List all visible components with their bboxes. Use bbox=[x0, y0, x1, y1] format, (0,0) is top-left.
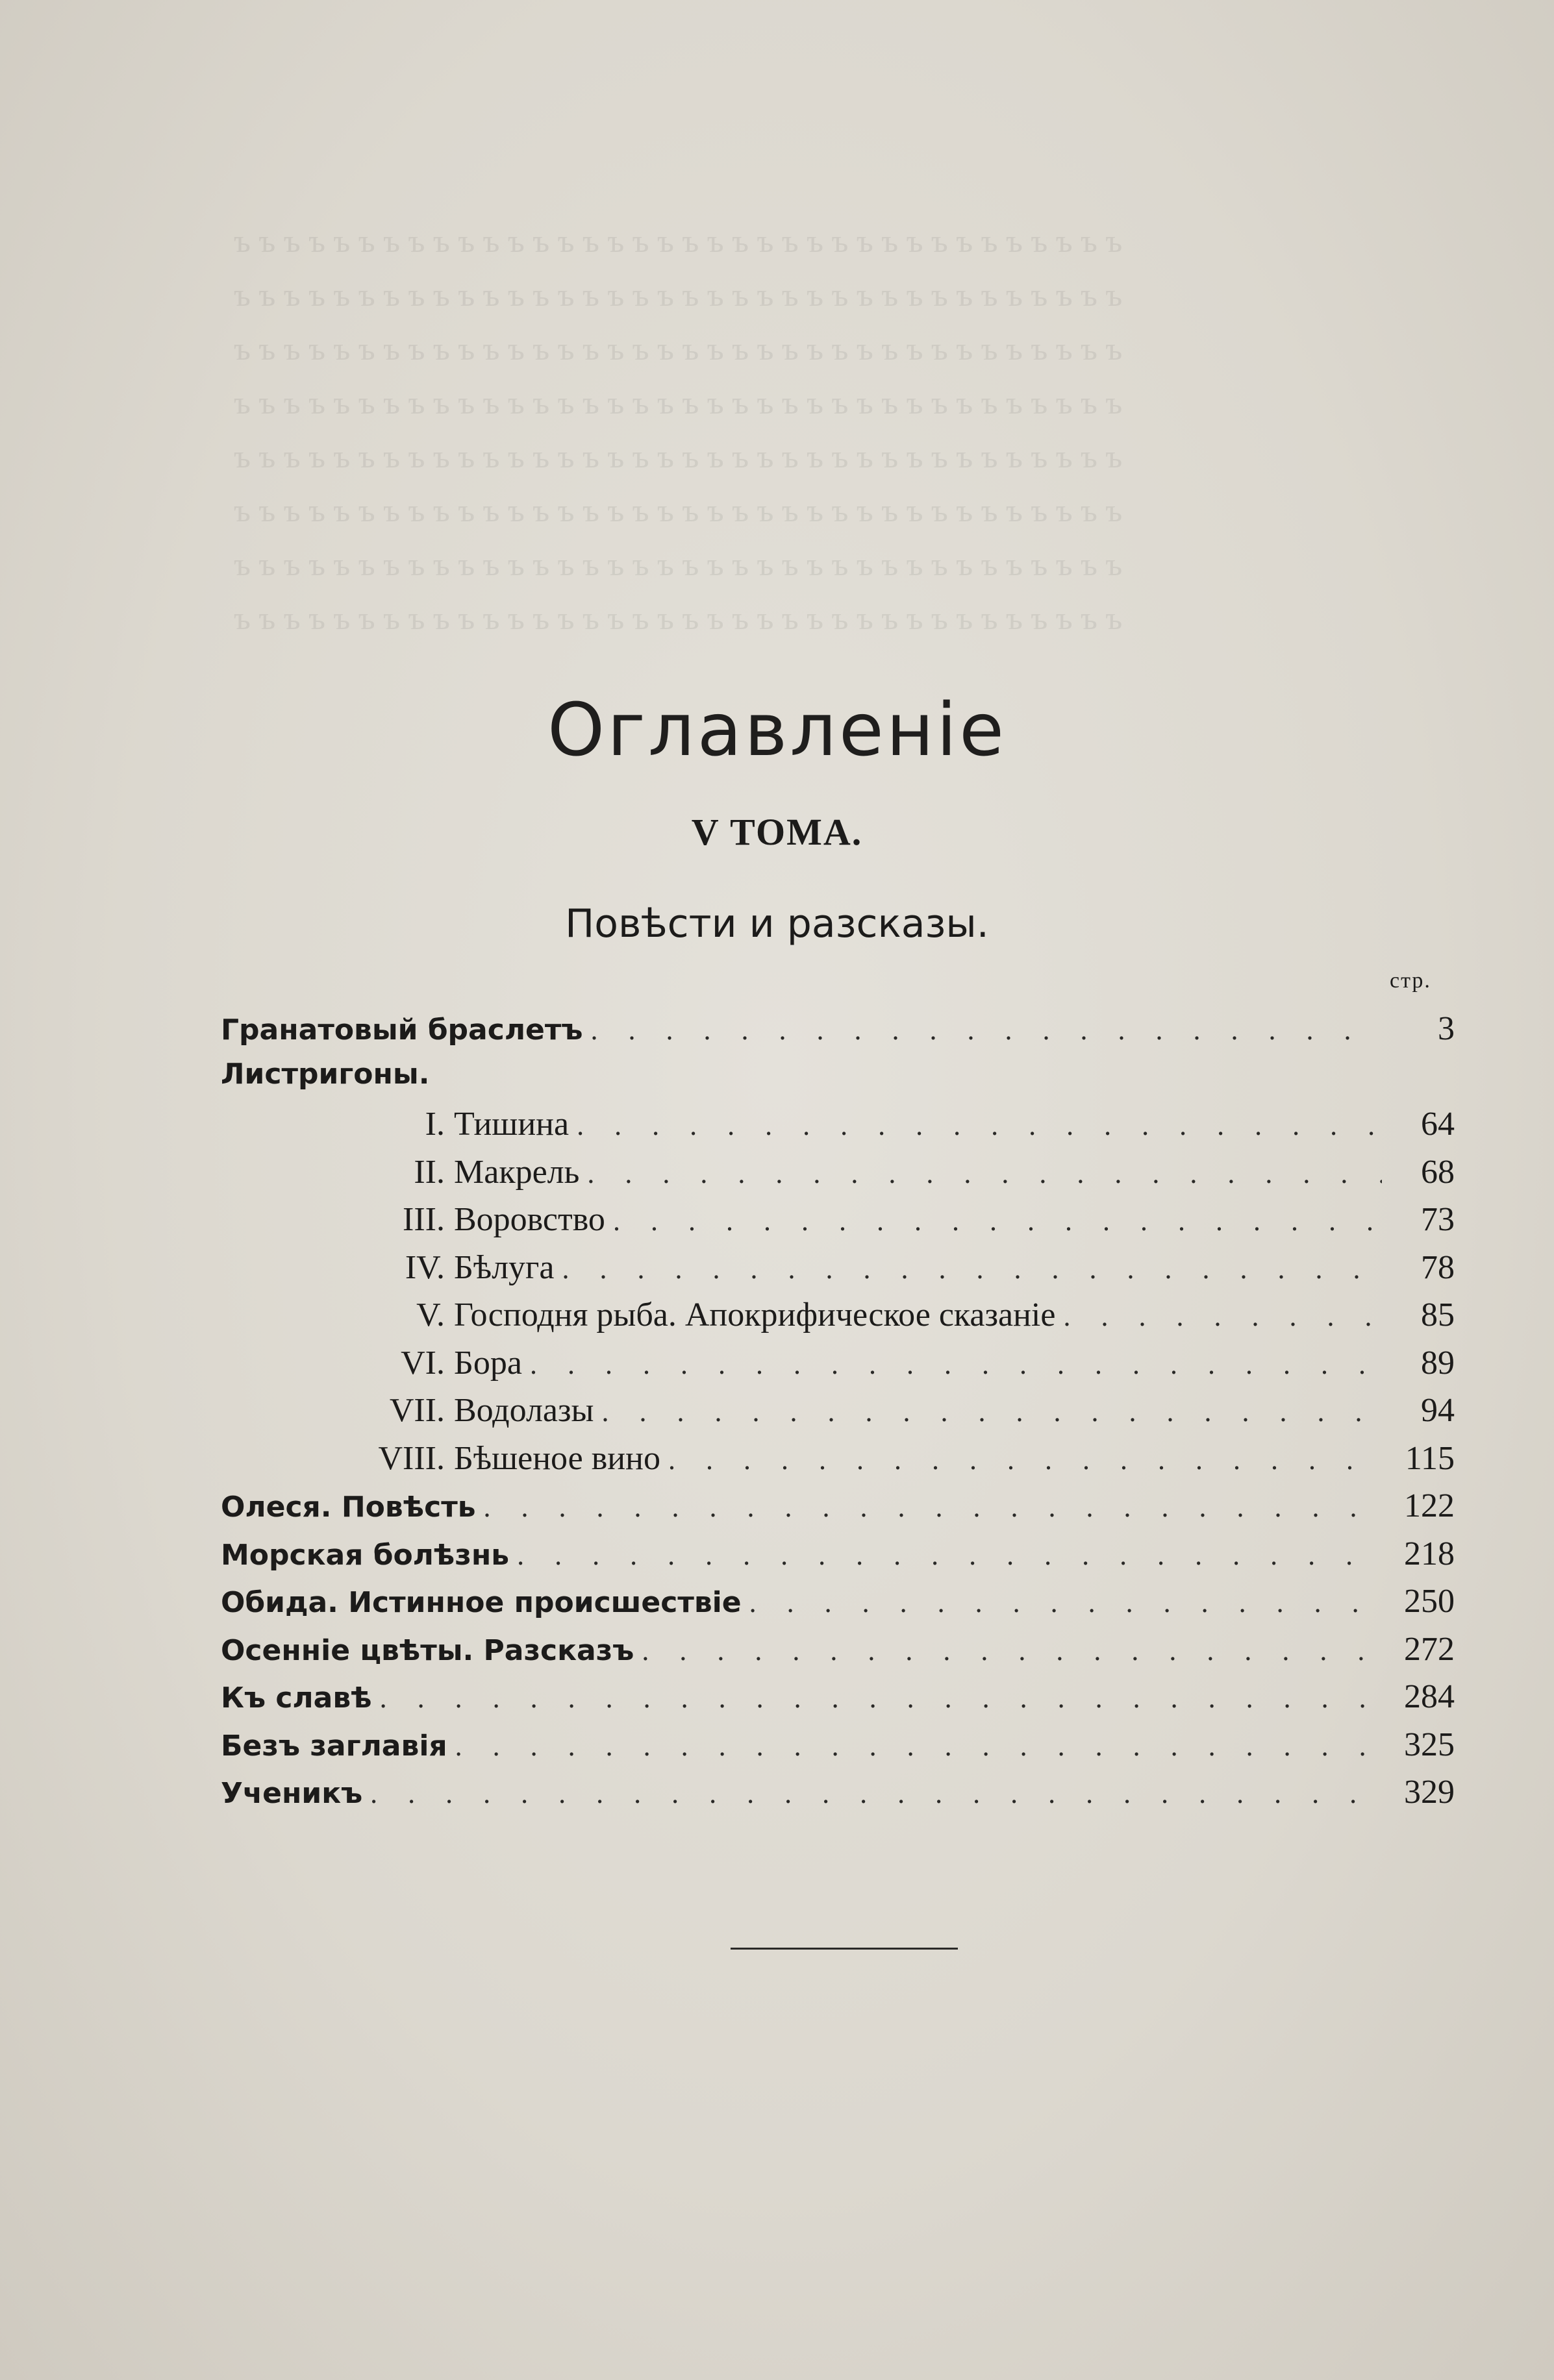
toc-entry-title bbox=[221, 1777, 362, 1810]
toc-leader-dots bbox=[562, 1252, 1382, 1285]
toc-entry-title-text: Обида. Истинное происшествіе bbox=[221, 1586, 742, 1619]
bleed-through-text: ъ ъ ъ ъ ъ ъ ъ ъ ъ ъ ъ ъ ъ ъ ъ ъ ъ ъ ъ ъ ъ ъ ъ ъ ъ ъ ъ ъ ъ ъ ъ ъ ъ ъ ъ ъ ъ ъ ъ ъ ъ ъ ъ ъ ъ ъ ъ ъ ъ ъ ъ ъ ъ ъ ъ ъ ъ ъ ъ ъ ъ ъ ъ ъ ъ ъ ъ ъ ъ ъ ъ ъ ъ ъ ъ ъ ъ ъ ъ ъ ъ ъ ъ ъ ъ ъ ъ ъ ъ ъ ъ ъ ъ ъ ъ ъ ъ ъ ъ ъ ъ ъ ъ ъ ъ ъ ъ ъ ъ ъ ъ ъ ъ ъ ъ ъ ъ ъ ъ ъ ъ ъ ъ ъ ъ ъ ъ ъ ъ ъ ъ ъ ъ ъ ъ ъ ъ ъ ъ ъ ъ ъ ъ ъ ъ ъ ъ ъ ъ ъ ъ ъ ъ ъ ъ ъ ъ ъ ъ ъ ъ ъ ъ ъ ъ ъ ъ ъ ъ ъ ъ ъ ъ ъ ъ ъ ъ ъ ъ ъ ъ ъ ъ ъ ъ ъ ъ ъ ъ ъ ъ ъ ъ ъ ъ ъ ъ ъ ъ ъ ъ ъ ъ ъ ъ ъ ъ ъ ъ ъ ъ ъ ъ ъ ъ ъ ъ ъ ъ ъ ъ ъ ъ ъ ъ ъ ъ ъ ъ ъ ъ ъ ъ ъ ъ ъ ъ ъ ъ ъ ъ ъ ъ ъ ъ ъ ъ ъ ъ ъ ъ ъ ъ ъ ъ ъ ъ ъ ъ ъ ъ ъ ъ ъ ъ ъ ъ ъ ъ ъ ъ ъ ъ ъ ъ ъ ъ ъ ъ ъ ъ ъ ъ ъ ъ ъ ъ ъ bbox=[234, 223, 1123, 636]
toc-entry-numeral: VI. bbox=[401, 1344, 445, 1382]
toc-entry-title-text: Олеся. Повѣсть bbox=[221, 1491, 476, 1524]
toc-entry-title bbox=[221, 1296, 1055, 1334]
toc-entry-title-text: Къ славѣ bbox=[221, 1681, 372, 1715]
toc-entry-title bbox=[221, 1391, 594, 1430]
toc-leader-dots bbox=[380, 1681, 1382, 1715]
toc-entry-numeral: I. bbox=[425, 1106, 445, 1143]
toc-entry-page-number: 89 bbox=[1421, 1344, 1455, 1382]
toc-leader-dots bbox=[455, 1729, 1382, 1763]
toc-entry-title bbox=[221, 1248, 554, 1287]
toc-entry-title bbox=[221, 1200, 605, 1239]
toc-entry-numeral: IV. bbox=[405, 1248, 445, 1286]
toc-entry-numeral: V. bbox=[416, 1296, 445, 1333]
toc-entry-numeral: III. bbox=[403, 1201, 445, 1238]
toc-entry-title-text: Гранатовый браслетъ bbox=[221, 1013, 583, 1047]
volume-heading: V ТОМА. bbox=[691, 811, 863, 853]
toc-entry bbox=[221, 1344, 1455, 1392]
toc-entry-page-number: 218 bbox=[1404, 1535, 1455, 1572]
toc-entry bbox=[221, 1248, 1455, 1296]
toc-entry bbox=[221, 1678, 1455, 1726]
toc-entry-page-number: 329 bbox=[1404, 1774, 1455, 1811]
toc-entry-title bbox=[221, 1539, 509, 1572]
toc-leader-dots bbox=[590, 1013, 1382, 1047]
page-title: Оглавленіе bbox=[547, 688, 1007, 773]
toc-leader-dots bbox=[517, 1539, 1382, 1572]
toc-leader-dots bbox=[749, 1586, 1382, 1619]
toc-leader-dots bbox=[370, 1777, 1382, 1810]
toc-entry-title-text: Листригоны. bbox=[221, 1057, 430, 1091]
toc-entry-title-text: Макрель bbox=[454, 1153, 580, 1191]
toc-entry-title bbox=[221, 1058, 429, 1091]
toc-leader-dots bbox=[484, 1491, 1382, 1524]
toc-entry-title-text: Водолазы bbox=[454, 1392, 594, 1429]
toc-entry-page-number: 250 bbox=[1404, 1583, 1455, 1620]
toc-entry-numeral: VII. bbox=[389, 1392, 445, 1429]
toc-entry-numeral: VIII. bbox=[378, 1439, 445, 1477]
toc-entry-title-text: Господня рыба. Апокрифическое сказаніе bbox=[454, 1296, 1056, 1333]
toc-entry-page-number: 78 bbox=[1421, 1248, 1455, 1286]
toc-entry-page-number: 284 bbox=[1404, 1678, 1455, 1715]
toc-entry bbox=[221, 1582, 1455, 1630]
toc-entry bbox=[221, 1058, 1455, 1106]
toc-entry-title bbox=[221, 1153, 579, 1191]
toc-entry bbox=[221, 1487, 1455, 1535]
toc-entry-page-number: 272 bbox=[1404, 1630, 1455, 1668]
toc-entry bbox=[221, 1630, 1455, 1678]
toc-entry-title-text: Бора bbox=[454, 1344, 522, 1382]
toc-entry-page-number: 73 bbox=[1421, 1201, 1455, 1238]
toc-entry-title-text: Осенніе цвѣты. Разсказъ bbox=[221, 1633, 634, 1667]
toc-entry-page-number: 3 bbox=[1438, 1010, 1455, 1047]
toc-entry-title bbox=[221, 1439, 660, 1478]
toc-entry-page-number: 94 bbox=[1421, 1392, 1455, 1429]
toc-entry bbox=[221, 1296, 1455, 1344]
page-column-label: стр. bbox=[1390, 969, 1431, 993]
toc-leader-dots bbox=[642, 1634, 1382, 1667]
toc-entry-title bbox=[221, 1013, 583, 1047]
toc-entry-title-text: Бѣшеное вино bbox=[454, 1439, 660, 1477]
toc-entry-title-text: Морская болѣзнь bbox=[221, 1538, 510, 1572]
toc-leader-dots bbox=[601, 1395, 1382, 1428]
toc-entry-title bbox=[221, 1586, 742, 1619]
toc-entry bbox=[221, 1726, 1455, 1774]
table-of-contents bbox=[221, 1010, 1455, 1821]
toc-entry bbox=[221, 1535, 1455, 1583]
toc-entry-title bbox=[221, 1344, 522, 1382]
toc-entry-page-number: 68 bbox=[1421, 1153, 1455, 1191]
toc-entry bbox=[221, 1391, 1455, 1439]
toc-entry-title bbox=[221, 1105, 569, 1143]
toc-leader-dots bbox=[613, 1204, 1382, 1237]
toc-entry-title bbox=[221, 1681, 372, 1715]
toc-entry-page-number: 115 bbox=[1405, 1439, 1455, 1477]
toc-entry-title bbox=[221, 1491, 476, 1524]
toc-entry bbox=[221, 1200, 1455, 1248]
toc-entry-page-number: 122 bbox=[1404, 1487, 1455, 1524]
toc-entry-title bbox=[221, 1729, 447, 1763]
end-rule bbox=[731, 1948, 958, 1950]
toc-entry bbox=[221, 1153, 1455, 1201]
toc-entry bbox=[221, 1010, 1455, 1058]
toc-entry-numeral: II. bbox=[414, 1153, 445, 1191]
toc-entry-title-text: Бѣлуга bbox=[454, 1248, 555, 1286]
toc-entry-page-number: 64 bbox=[1421, 1106, 1455, 1143]
toc-entry-title-text: Ученикъ bbox=[221, 1777, 363, 1810]
toc-leader-dots bbox=[577, 1109, 1382, 1142]
toc-leader-dots bbox=[587, 1157, 1382, 1190]
toc-entry-page-number: 85 bbox=[1421, 1296, 1455, 1333]
toc-entry bbox=[221, 1105, 1455, 1153]
section-heading: Повѣсти и разсказы. bbox=[565, 901, 989, 947]
toc-entry bbox=[221, 1439, 1455, 1487]
toc-entry-title-text: Воровство bbox=[454, 1201, 605, 1238]
toc-entry-title-text: Тишина bbox=[454, 1106, 570, 1143]
toc-entry-page-number: 325 bbox=[1404, 1726, 1455, 1763]
toc-entry-title-text: Безъ заглавія bbox=[221, 1729, 447, 1763]
toc-leader-dots bbox=[1063, 1300, 1382, 1333]
toc-leader-dots bbox=[668, 1443, 1382, 1476]
toc-leader-dots bbox=[530, 1348, 1382, 1381]
toc-entry bbox=[221, 1773, 1455, 1821]
toc-entry-title bbox=[221, 1634, 634, 1667]
